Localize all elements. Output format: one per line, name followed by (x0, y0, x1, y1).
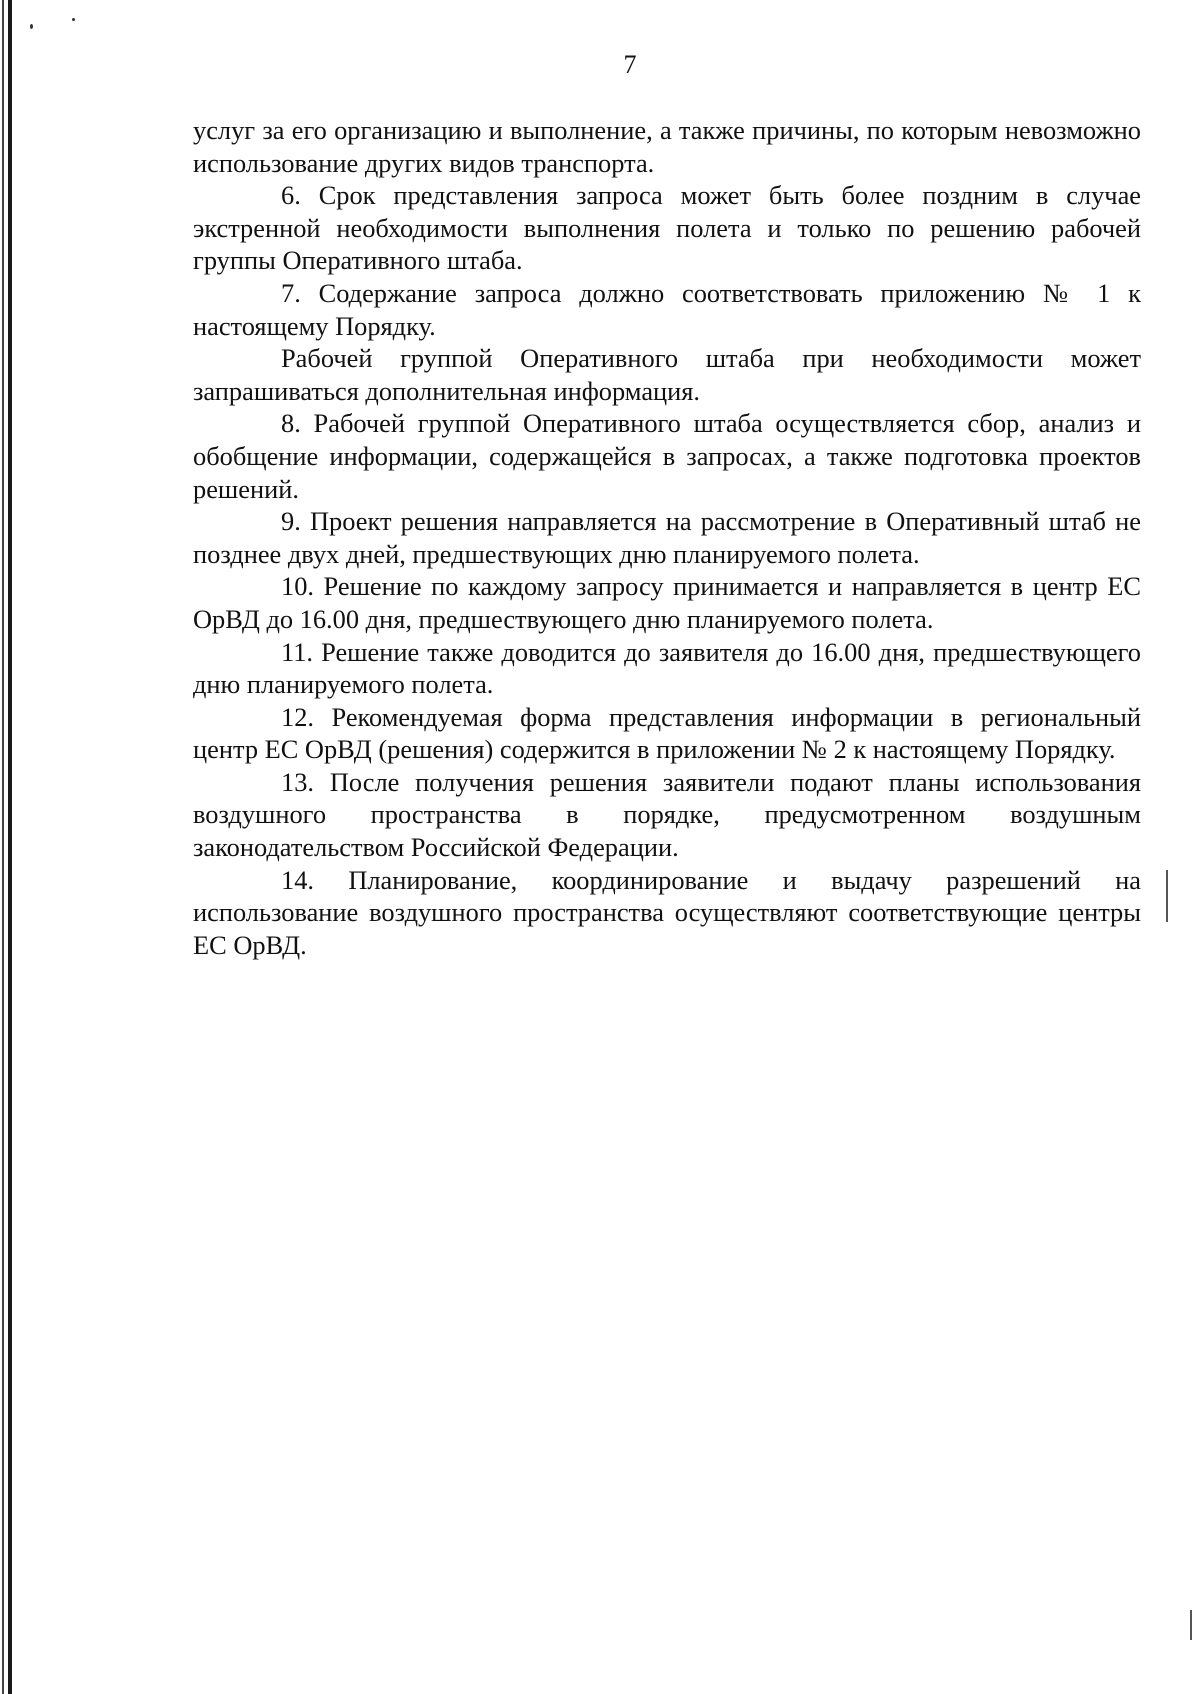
page-number: 7 (623, 50, 637, 79)
paragraph-item-14: 14. Планирование, координирование и выдачу разрешений на использование воздушного пространства осуществляют соответствующие центры ЕС ОрВД. (193, 864, 1141, 960)
paragraph-item-7-note: Рабочей группой Оперативного штаба при необходимости может запрашиваться дополнительная информация. (193, 343, 1141, 406)
paragraph-item-6: 6. Срок представления запроса может быть более поздним в случае экстренной необходимости выполнения полета и только по решению рабочей группы Оперативного штаба. (193, 180, 1141, 276)
paragraph-item-12: 12. Рекомендуемая форма представления информации в региональный центр ЕС ОрВД (решения) содержится в приложении № 2 к настоящему Порядку. (193, 701, 1141, 765)
paragraph-item-13: 13. После получения решения заявители подают планы использования воздушного пространства в порядке, предусмотренном воздушным законодательством Российской Федерации. (193, 766, 1141, 863)
scan-edge-mark (1190, 1610, 1192, 1640)
paragraph-continuation: услуг за его организацию и выполнение, а также причины, по которым невозможно использование других видов транспорта. (193, 115, 1141, 178)
document-body (193, 114, 1141, 961)
paragraph-item-9: 9. Проект решения направляется на рассмотрение в Оперативный штаб не позднее двух дней, предшествующих дню планируемого полета. (193, 506, 1141, 569)
scan-speck (30, 24, 33, 29)
paragraph-item-10: 10. Решение по каждому запросу принимается и направляется в центр ЕС ОрВД до 16.00 дня, предшествующего дню планируемого полета. (193, 571, 1141, 634)
scan-speck (72, 18, 75, 21)
paragraph-item-11: 11. Решение также доводится до заявителя до 16.00 дня, предшествующего дню планируемого полета. (193, 636, 1141, 700)
paragraph-item-7: 7. Содержание запроса должно соответствовать приложению № 1 к настоящему Порядку. (193, 277, 1141, 341)
scan-edge-shadow (2, 0, 4, 1694)
scan-edge-line (8, 0, 12, 1694)
scan-edge-mark (1166, 870, 1168, 922)
paragraph-item-8: 8. Рабочей группой Оперативного штаба осуществляется сбор, анализ и обобщение информации, содержащейся в запросах, а также подготовка проектов решений. (193, 408, 1141, 504)
